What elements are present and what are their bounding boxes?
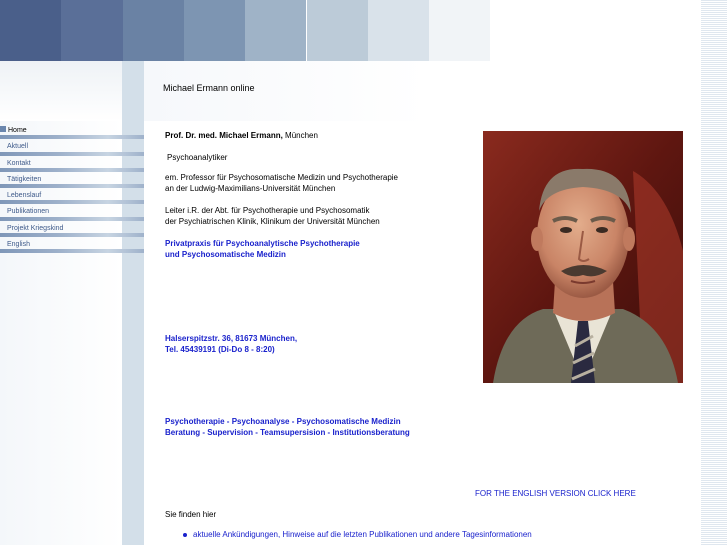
- header-swatch: [429, 0, 490, 61]
- nav-label: Tätigkeiten: [7, 175, 42, 183]
- header-swatch: [123, 0, 184, 61]
- services-line-1: Psychotherapie - Psychoanalyse - Psychosomatische Medizin: [165, 417, 401, 426]
- nav-label: English: [7, 241, 30, 249]
- address-line-2: Tel. 45439191 (Di-Do 8 - 8:20): [165, 345, 275, 354]
- address-line-1: Halserspitzstr. 36, 81673 München,: [165, 334, 298, 343]
- header-swatch: [245, 0, 306, 61]
- header-swatch: [307, 0, 368, 61]
- site-title: Michael Ermann online: [163, 83, 255, 93]
- nav-item-lebenslauf[interactable]: [0, 188, 144, 204]
- header-swatch: [184, 0, 245, 61]
- sidebar-nav: [0, 123, 144, 253]
- bullet-icon: [183, 533, 187, 537]
- portrait-illustration: [483, 131, 683, 383]
- name-bold: Prof. Dr. med. Michael Ermann,: [165, 131, 283, 140]
- header-swatch: [368, 0, 429, 61]
- professor-line-2: an der Ludwig-Maximilians-Universität München: [165, 184, 336, 193]
- right-edge-stripes: [701, 0, 727, 545]
- english-version-link[interactable]: FOR THE ENGLISH VERSION CLICK HERE: [475, 489, 636, 498]
- role: Psychoanalytiker: [167, 153, 228, 162]
- list-item-text: aktuelle Ankündigungen, Hinweise auf die letzten Publikationen und andere Tagesinformationen: [193, 530, 532, 539]
- info-list: [183, 530, 532, 539]
- portrait-photo: [483, 131, 683, 383]
- nav-label: Kontakt: [7, 159, 31, 167]
- nav-label: Projekt Kriegskind: [7, 224, 64, 232]
- nav-item-taetigkeiten[interactable]: [0, 172, 144, 188]
- nav-item-projekt-kriegskind[interactable]: [0, 221, 144, 237]
- services-line-2: Beratung - Supervision - Teamsupersision - Institutionsberatung: [165, 428, 410, 437]
- nav-label: Publikationen: [7, 208, 50, 216]
- leader-line-1: Leiter i.R. der Abt. für Psychotherapie und Psychosomatik: [165, 206, 370, 215]
- list-item[interactable]: [183, 530, 532, 539]
- practice-line-2: und Psychosomatische Medizin: [165, 250, 286, 259]
- leader-line-2: der Psychiatrischen Klinik, Klinikum der Universität München: [165, 217, 380, 226]
- nav-label: Aktuell: [7, 143, 29, 151]
- nav-item-english[interactable]: [0, 237, 144, 253]
- name-city: München: [282, 131, 318, 140]
- nav-item-kontakt[interactable]: [0, 156, 144, 172]
- nav-label: Home: [8, 127, 27, 134]
- nav-item-publikationen[interactable]: [0, 204, 144, 220]
- name-line: [165, 130, 318, 141]
- nav-divider: [0, 249, 144, 253]
- intro-text: Sie finden hier: [165, 510, 217, 519]
- professor-line-1: em. Professor für Psychosomatische Medizin und Psychotherapie: [165, 173, 398, 182]
- header-swatch: [0, 0, 61, 61]
- nav-item-aktuell[interactable]: [0, 139, 144, 155]
- active-marker-icon: [0, 126, 6, 132]
- practice-line-1: Privatpraxis für Psychoanalytische Psychotherapie: [165, 239, 360, 248]
- header-color-bar: [0, 0, 490, 61]
- header-swatch: [61, 0, 122, 61]
- nav-item-home[interactable]: [0, 123, 144, 139]
- nav-label: Lebenslauf: [7, 192, 42, 200]
